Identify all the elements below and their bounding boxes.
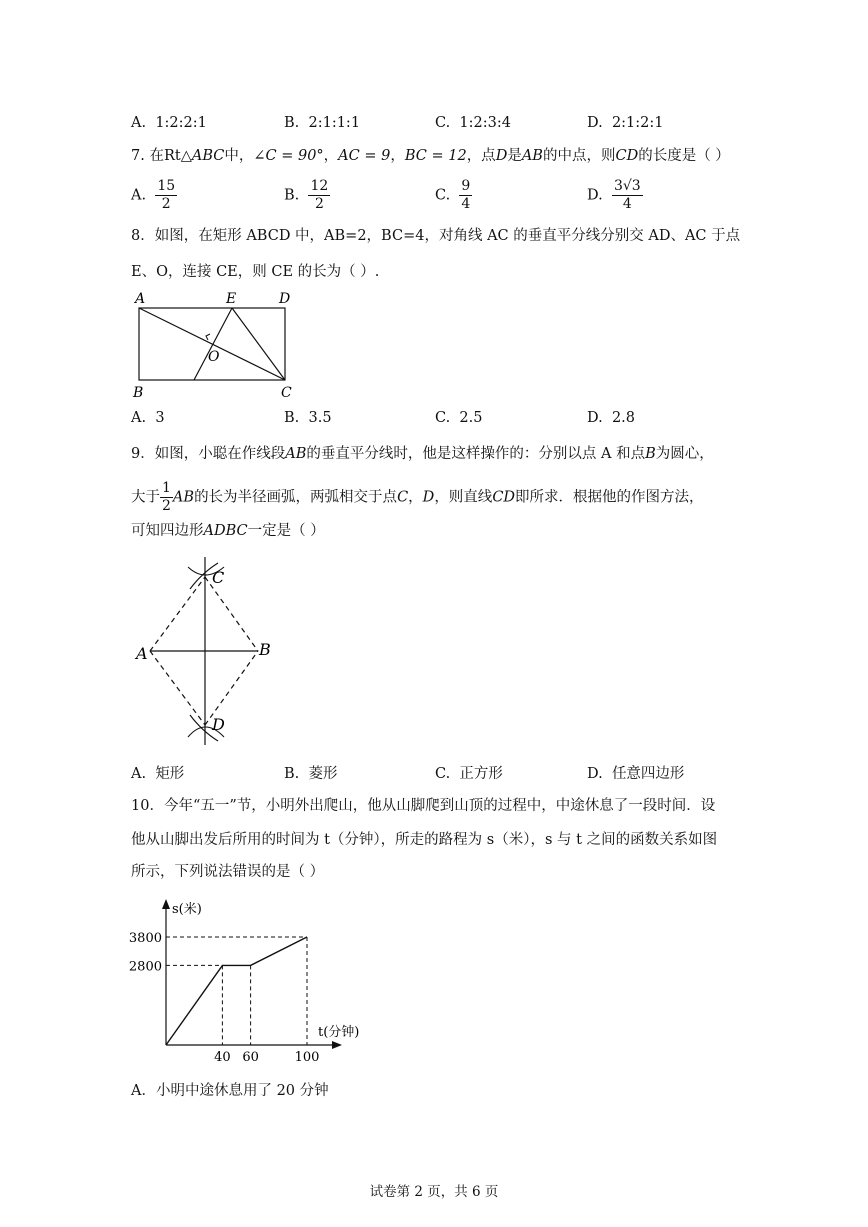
q9-option-d: D. 任意四边形 <box>587 766 685 782</box>
q9-rhombus-figure <box>130 555 290 750</box>
segment-ce <box>232 308 285 380</box>
segment-ad <box>150 651 205 725</box>
label-c: C <box>281 385 292 401</box>
label-o: O <box>208 349 220 365</box>
q8-option-a: A. 3 <box>131 410 165 426</box>
q8-option-d: D. 2.8 <box>587 410 635 426</box>
q10-distance-time-chart <box>120 895 380 1065</box>
label-a: A <box>136 644 148 663</box>
x-tick-label-100: 100 <box>294 1050 320 1065</box>
x-axis-label: t(分钟) <box>318 1025 360 1040</box>
q6-option-c: C. 1:2:3:4 <box>435 115 511 131</box>
perpendicular-bisector <box>194 308 232 380</box>
q9-option-c: C. 正方形 <box>435 766 503 782</box>
y-axis-arrow <box>162 899 170 909</box>
q9-stem-line1: 9．如图，小聪在作线段AB的垂直平分线时，他是这样操作的：分别以点 A 和点B为圆心， <box>131 446 714 462</box>
label-a: A <box>135 291 146 307</box>
page-footer: 试卷第 2 页，共 6 页 <box>369 1184 499 1200</box>
label-b: B <box>259 640 271 659</box>
q10-stem-line3: 所示，下列说法错误的是（ ） <box>131 864 325 880</box>
q8-option-b: B. 3.5 <box>284 410 332 426</box>
q9-stem-line3: 可知四边形ADBC一定是（ ） <box>131 523 325 539</box>
q10-option-a: A．小明中途休息用了 20 分钟 <box>131 1083 329 1099</box>
q8-rectangle-figure <box>128 286 308 404</box>
label-b: B <box>133 385 144 401</box>
x-tick-label-60: 60 <box>242 1050 259 1065</box>
q6-option-d: D. 2:1:2:1 <box>587 115 664 131</box>
q10-stem-line1: 10．今年“五一”节，小明外出爬山，他从山脚爬到山顶的过程中，中途休息了一段时间．设 <box>131 798 716 814</box>
q6-option-a: A. 1:2:2:1 <box>131 115 207 131</box>
x-axis-arrow <box>332 1041 342 1049</box>
q9-stem-line2: 大于 $\frac{1}{2}$ AB的长为半径画弧，两弧相交于点C，D，则直线CD即所求．根据他的作图方法， <box>131 480 704 514</box>
q9-option-b: B. 菱形 <box>284 766 338 782</box>
q10-stem-line2: 他从山脚出发后所用的时间为 t（分钟），所走的路程为 s（米），s 与 t 之间的函数关系如图 <box>131 832 718 848</box>
segment-ac <box>150 577 205 651</box>
label-d: D <box>279 291 291 307</box>
q9-option-a: A. 矩形 <box>131 766 185 782</box>
q8-stem-line2: E、O，连接 CE，则 CE 的长为（ ）. <box>131 264 380 280</box>
label-d: D <box>212 715 225 734</box>
q7-option-d: D. $\frac{3√3}{4}$ <box>587 178 641 212</box>
q7-option-b: B. $\frac{12}{2}$ <box>284 178 329 212</box>
y-tick-label-2800: 2800 <box>128 959 162 975</box>
right-angle-mark <box>206 334 210 340</box>
q7-option-c: C. $\frac{9}{4}$ <box>435 178 471 212</box>
label-c: C <box>212 568 225 587</box>
q7-stem: 7. 在Rt△ABC中，∠C = 90°，AC = 9，BC = 12，点D是AB的中点，则CD的长度是（ ） <box>131 148 730 164</box>
diagonal-ac <box>139 308 285 380</box>
segment-cb <box>205 577 258 651</box>
q8-option-c: C. 2.5 <box>435 410 483 426</box>
series-line <box>166 937 307 1045</box>
label-e: E <box>226 291 237 307</box>
x-tick-label-40: 40 <box>214 1050 231 1065</box>
y-tick-label-3800: 3800 <box>128 931 162 946</box>
segment-db <box>205 651 258 725</box>
q7-option-a: A. $\frac{15}{2}$ <box>131 178 176 212</box>
q8-stem-line1: 8．如图，在矩形 ABCD 中，AB=2，BC=4，对角线 AC 的垂直平分线分别交 AD、AC 于点 <box>131 228 741 244</box>
q6-option-b: B. 2:1:1:1 <box>284 115 361 131</box>
y-axis-label: s(米) <box>172 902 202 917</box>
